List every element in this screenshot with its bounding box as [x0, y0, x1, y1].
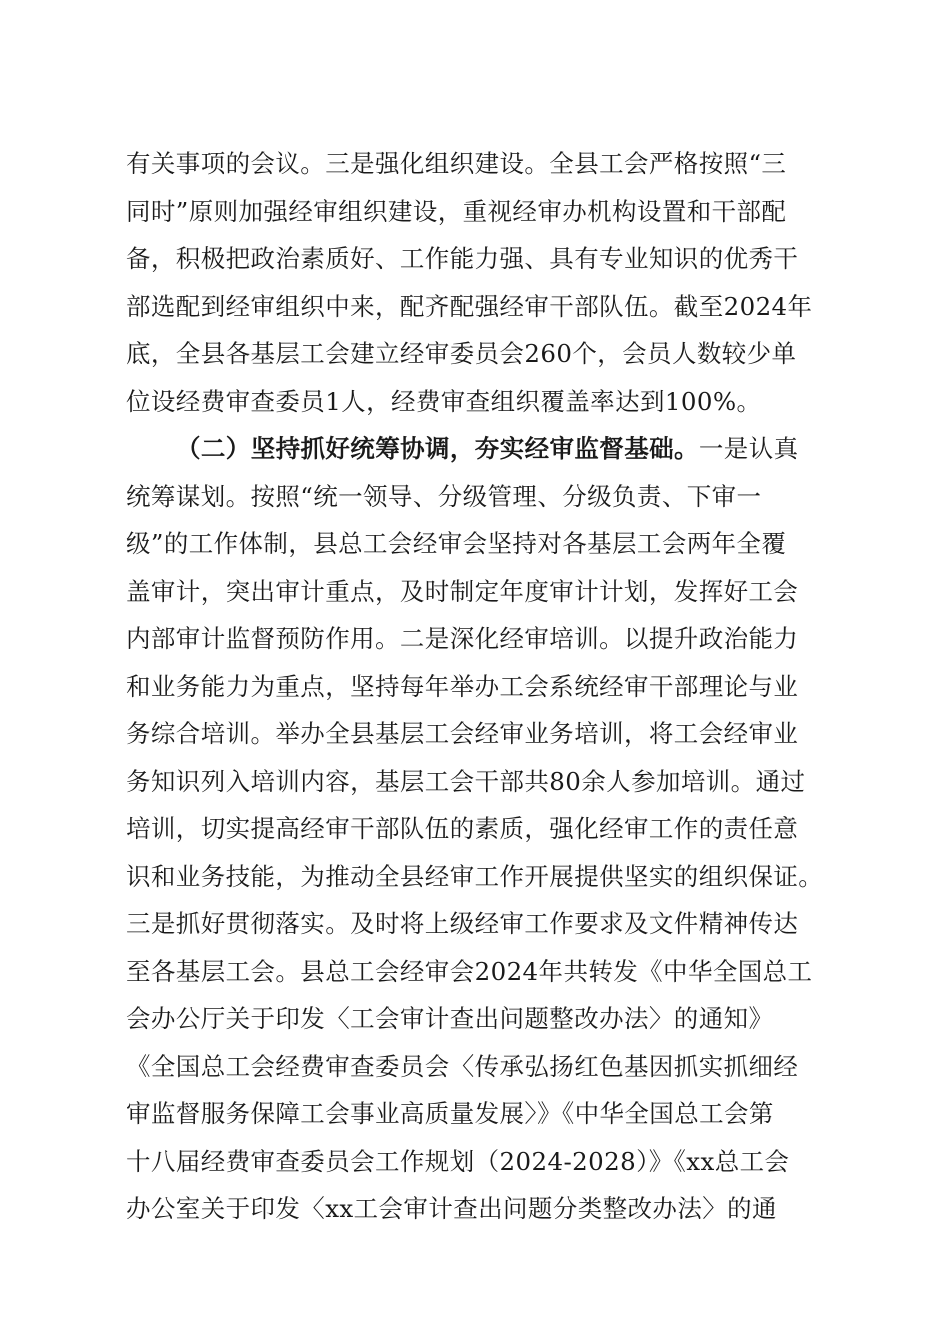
section-heading-continuation: 一是认真 — [698, 434, 799, 463]
paragraph-line: 审监督服务保障工会事业高质量发展〉》《中华全国总工会第 — [126, 1099, 774, 1128]
paragraph-line: 培训，切实提高经审干部队伍的素质，强化经审工作的责任意 — [126, 814, 799, 843]
paragraph-line: 和业务能力为重点，坚持每年举办工会系统经审干部理论与业 — [126, 671, 799, 701]
section-heading-line — [126, 425, 826, 473]
paragraph-line: 办公室关于印发〈xx工会审计查出问题分类整改办法〉的通 — [126, 1194, 777, 1223]
section-heading: （二）坚持抓好统筹协调，夯实经审监督基础。 — [176, 434, 699, 463]
paragraph-line: 会办公厅关于印发〈工会审计查出问题整改办法〉的通知》 — [126, 1004, 774, 1033]
paragraph-line: 《全国总工会经费审查委员会〈传承弘扬红色基因抓实抓细经 — [126, 1051, 799, 1081]
paragraph-line: 三是抓好贯彻落实。及时将上级经审工作要求及文件精神传达 — [126, 909, 799, 938]
paragraph-line: 统筹谋划。按照“统一领导、分级管理、分级负责、下审一 — [126, 481, 762, 511]
paragraph-line: 内部审计监督预防作用。二是深化经审培训。以提升政治能力 — [126, 624, 799, 653]
paragraph-line: 位设经费审查委员1人，经费审查组织覆盖率达到100%。 — [126, 386, 762, 416]
paragraph-line: 备，积极把政治素质好、工作能力强、具有专业知识的优秀干 — [126, 244, 799, 273]
paragraph-line: 至各基层工会。县总工会经审会2024年共转发《中华全国总工 — [126, 956, 813, 986]
paragraph-line: 同时”原则加强经审组织建设，重视经审办机构设置和干部配 — [126, 196, 787, 226]
paragraph-line: 十八届经费审查委员会工作规划（2024-2028）》《xx总工会 — [126, 1146, 790, 1176]
paragraph-line: 盖审计，突出审计重点，及时制定年度审计计划，发挥好工会 — [126, 576, 799, 606]
paragraph-line: 务综合培训。举办全县基层工会经审业务培训，将工会经审业 — [126, 719, 799, 748]
document-body — [126, 140, 826, 1233]
paragraph-line: 级”的工作体制，县总工会经审会坚持对各基层工会两年全覆 — [126, 529, 787, 558]
paragraph-line: 部选配到经审组织中来，配齐配强经审干部队伍。截至2024年 — [126, 291, 813, 321]
paragraph-line: 识和业务技能，为推动全县经审工作开展提供坚实的组织保证。 — [126, 861, 824, 891]
paragraph-line: 务知识列入培训内容，基层工会干部共80余人参加培训。通过 — [126, 766, 806, 796]
paragraph-line: 有关事项的会议。三是强化组织建设。全县工会严格按照“三 — [126, 149, 787, 178]
paragraph-line: 底，全县各基层工会建立经审委员会260个，会员人数较少单 — [126, 339, 797, 368]
